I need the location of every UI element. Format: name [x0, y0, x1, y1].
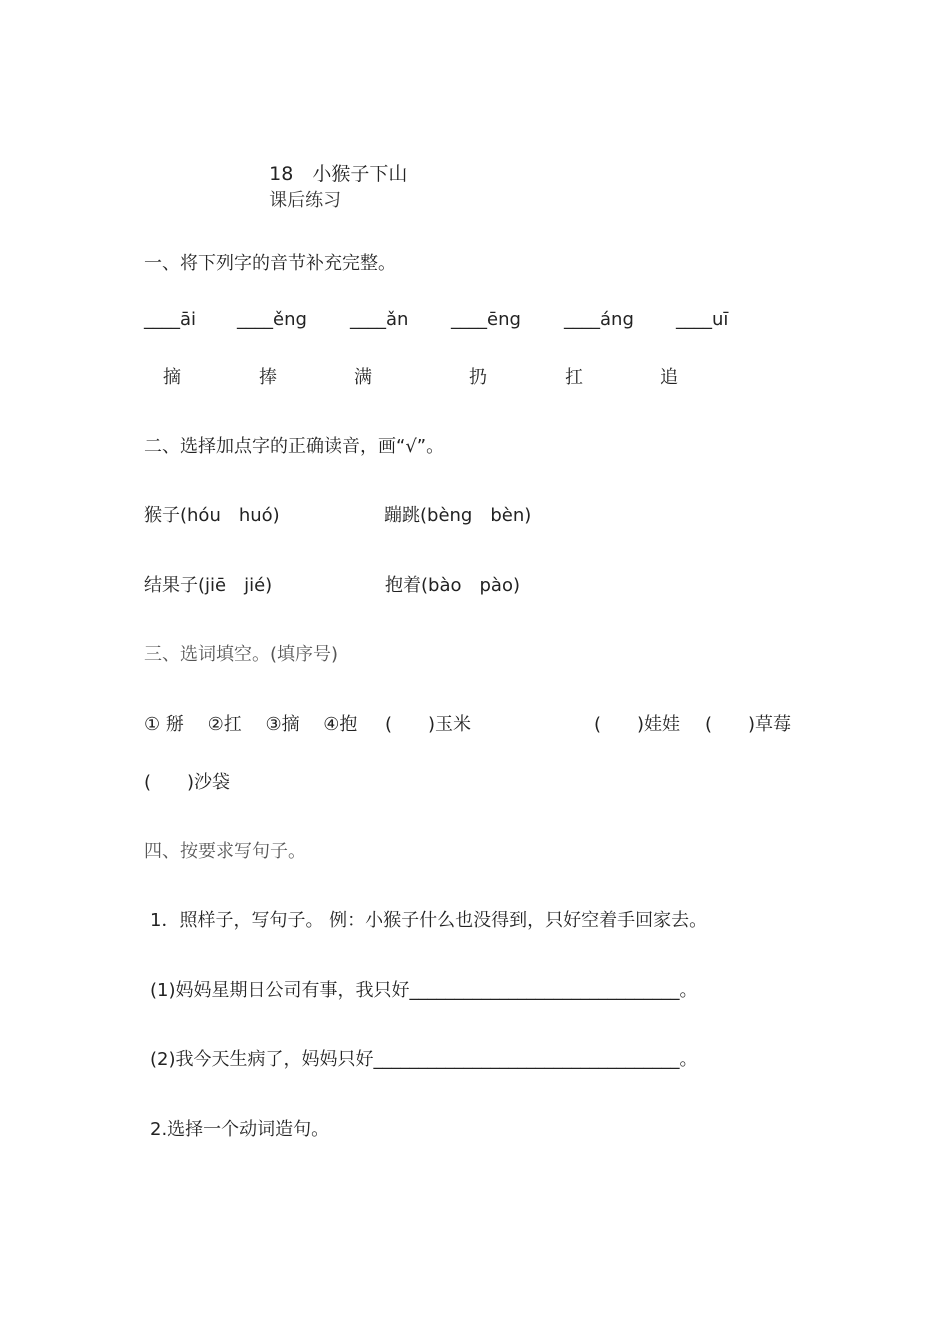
word-options: ① 掰 ②扛 ③摘 ④抱 [144, 714, 358, 735]
syllable-3: ____ǎn [350, 309, 409, 330]
reading-item-1: 猴子(hóu huó) [144, 505, 280, 526]
page-title [245, 137, 407, 234]
section4-heading: 四、按要求写句子。 [144, 841, 306, 862]
char-4: 扔 [469, 367, 487, 388]
char-6: 追 [660, 367, 678, 388]
question-1a: (1)妈妈星期日公司有事，我只好______________________________。 [150, 980, 698, 1001]
char-2: 捧 [259, 367, 277, 388]
blank-corn: ( )玉米 [385, 714, 472, 735]
syllable-2: ____ěng [237, 309, 307, 330]
title-main: 18 小猴子下山 [269, 163, 408, 185]
reading-item-3: 结果子(jiē jié) [144, 575, 273, 596]
section3-heading: 三、选词填空。(填序号) [144, 644, 339, 665]
section1-heading: 一、将下列字的音节补充完整。 [144, 253, 396, 274]
title-sub: 课后练习 [269, 190, 342, 211]
reading-item-2: 蹦跳(bèng bèn) [384, 505, 532, 526]
syllable-1: ____āi [144, 309, 197, 330]
char-1: 摘 [163, 367, 181, 388]
reading-item-4: 抱着(bào pào) [385, 575, 520, 596]
question-2: 2.选择一个动词造句。 [150, 1119, 330, 1140]
blank-sandbag: ( )沙袋 [144, 772, 231, 793]
char-5: 扛 [565, 367, 583, 388]
syllable-5: ____áng [564, 309, 634, 330]
syllable-6: ____uī [676, 309, 729, 330]
question-1b: (2)我今天生病了，妈妈只好__________________________________。 [150, 1049, 698, 1070]
syllable-4: ____ēng [451, 309, 521, 330]
question-1: 1．照样子，写句子。 例：小猴子什么也没得到，只好空着手回家去。 [150, 910, 708, 931]
blank-doll: ( )娃娃 [594, 714, 681, 735]
section2-heading: 二、选择加点字的正确读音，画“√”。 [144, 436, 445, 457]
blank-strawberry: ( )草莓 [705, 714, 792, 735]
char-3: 满 [354, 367, 372, 388]
